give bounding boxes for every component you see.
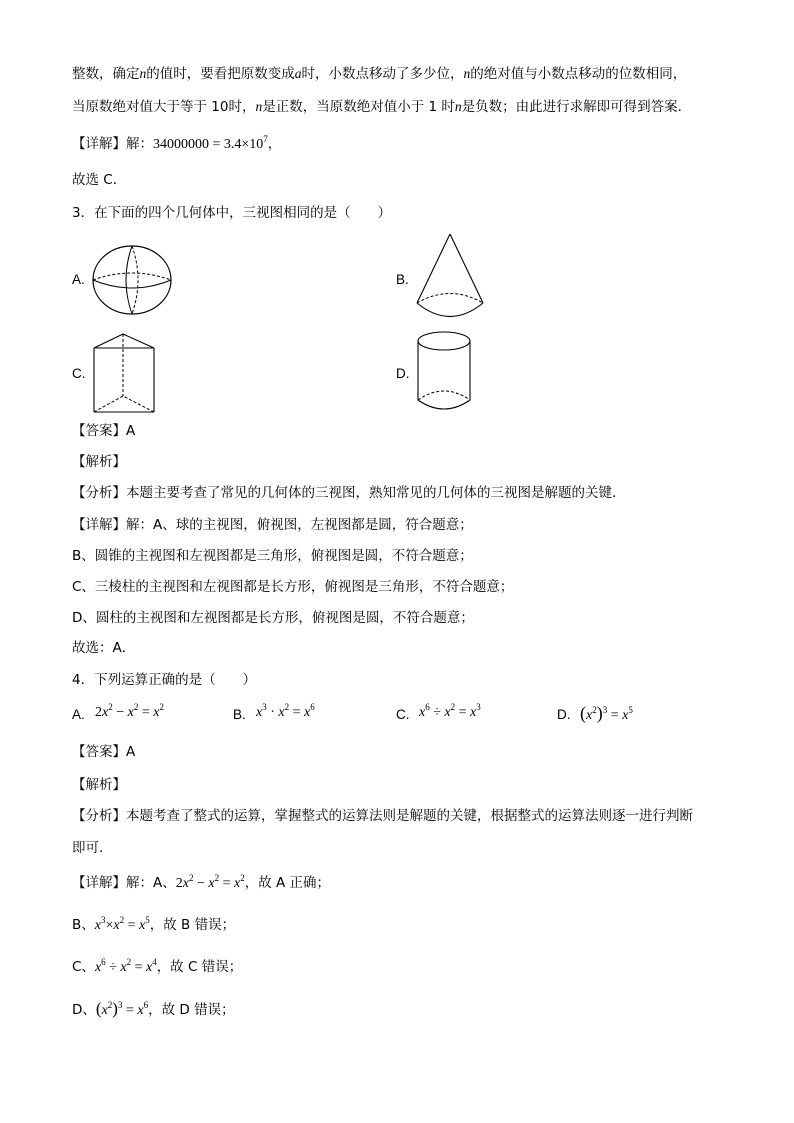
math-expression: $(x^2)^3 = x^6$ [95, 999, 149, 1018]
text: 是负数；由此进行求解即可得到答案． [461, 99, 692, 115]
q3-jiexi: 【解析】 [72, 454, 126, 470]
intro-detail [72, 134, 281, 155]
q3-detail-d: D、圆柱的主视图和左视图都是长方形，俯视图是圆，不符合题意； [72, 610, 474, 626]
text: D、 [72, 1002, 96, 1018]
detail-label: 【详解】解： [72, 136, 153, 152]
q3-detail-c: C、三棱柱的主视图和左视图都是长方形，俯视图是三角形，不符合题意； [72, 579, 514, 595]
text: ， [267, 136, 282, 152]
q3-detail-b: B、圆锥的主视图和左视图都是三角形，俯视图是圆，不符合题意； [72, 548, 473, 564]
text: ，故 C 错误； [156, 959, 243, 975]
text: 的值时，要看把原数变成 [146, 66, 295, 82]
q4-detail-a [72, 873, 330, 894]
var-n: n [463, 66, 471, 81]
q3-stem: 3．在下面的四个几何体中，三视图相同的是（ ） [72, 205, 392, 221]
text: C、 [72, 959, 95, 975]
q4-stem: 4．下列运算正确的是（ ） [72, 672, 257, 688]
q4-option-c-math: $x^6 \div x^2 = x^3$ [419, 702, 481, 720]
text: ，故 D 错误； [148, 1002, 235, 1018]
text: 整数，确定 [72, 66, 140, 82]
text: ，故 A 正确； [244, 875, 331, 891]
text: 【详解】解：A、 [72, 875, 176, 891]
var-a: a [294, 66, 302, 81]
cylinder-icon [416, 330, 472, 412]
intro-line-2 [72, 97, 691, 117]
q3-analysis: 【分析】本题主要考查了常见的几何体的三视图，熟知常见的几何体的三视图是解题的关键． [72, 485, 626, 501]
var-n: n [139, 66, 147, 81]
q4-option-a-math: $2x^2 - x^2 = x^2$ [95, 702, 164, 720]
q4-detail-c [72, 957, 242, 978]
math-expression: $2x^2 - x^2 = x^2$ [175, 873, 245, 891]
q3-label-a: A. [72, 272, 85, 287]
math-expression: $x^3\times x^2 = x^5$ [94, 915, 150, 933]
text: ，故 B 错误； [149, 917, 236, 933]
q4-analysis-1: 【分析】本题考查了整式的运算，掌握整式的运算法则是解题的关键，根据整式的运算法则逐一进行判断 [72, 808, 693, 824]
text: 时，小数点移动了多少位， [301, 66, 464, 82]
text: B、 [72, 917, 95, 933]
var-n: n [454, 99, 462, 114]
intro-choose: 故选 C． [72, 172, 127, 188]
q3-label-b: B. [396, 272, 409, 287]
triangular-prism-icon [92, 332, 156, 414]
q4-detail-b [72, 915, 235, 936]
var-n: n [255, 99, 263, 114]
q4-analysis-2: 即可． [72, 840, 113, 856]
text: 是正数，当原数绝对值小于 1 时 [262, 99, 455, 115]
q3-answer: 【答案】A [72, 423, 136, 439]
q4-option-d-math: $(x^2)^3 = x^5$ [580, 703, 633, 723]
q4-option-b-math: $x^3 \cdot x^2 = x^6$ [256, 702, 315, 720]
q4-label-d: D. [557, 707, 571, 722]
q3-detail-a: 【详解】解：A、球的主视图，俯视图，左视图都是圆，符合题意； [72, 517, 473, 533]
exponent: 7 [263, 134, 268, 144]
q4-label-a: A. [72, 707, 85, 722]
sphere-icon [90, 244, 174, 316]
text: 当原数绝对值大于等于 10时， [72, 99, 256, 115]
math-expression: $x^6 \div x^2 = x^4$ [94, 957, 157, 975]
text: 的绝对值与小数点移动的位数相同， [470, 66, 687, 82]
q3-label-c: C. [72, 366, 86, 381]
q3-label-d: D. [396, 366, 410, 381]
math-expression: 34000000 = 3.4×10 [153, 137, 264, 152]
q4-detail-d [72, 999, 235, 1021]
q4-label-c: C. [396, 707, 410, 722]
q3-choose: 故选：A． [72, 640, 136, 656]
q4-label-b: B. [233, 707, 246, 722]
cone-icon [414, 232, 486, 324]
q4-jiexi: 【解析】 [72, 777, 126, 793]
q4-answer: 【答案】A [72, 744, 136, 760]
intro-line-1 [72, 64, 686, 84]
